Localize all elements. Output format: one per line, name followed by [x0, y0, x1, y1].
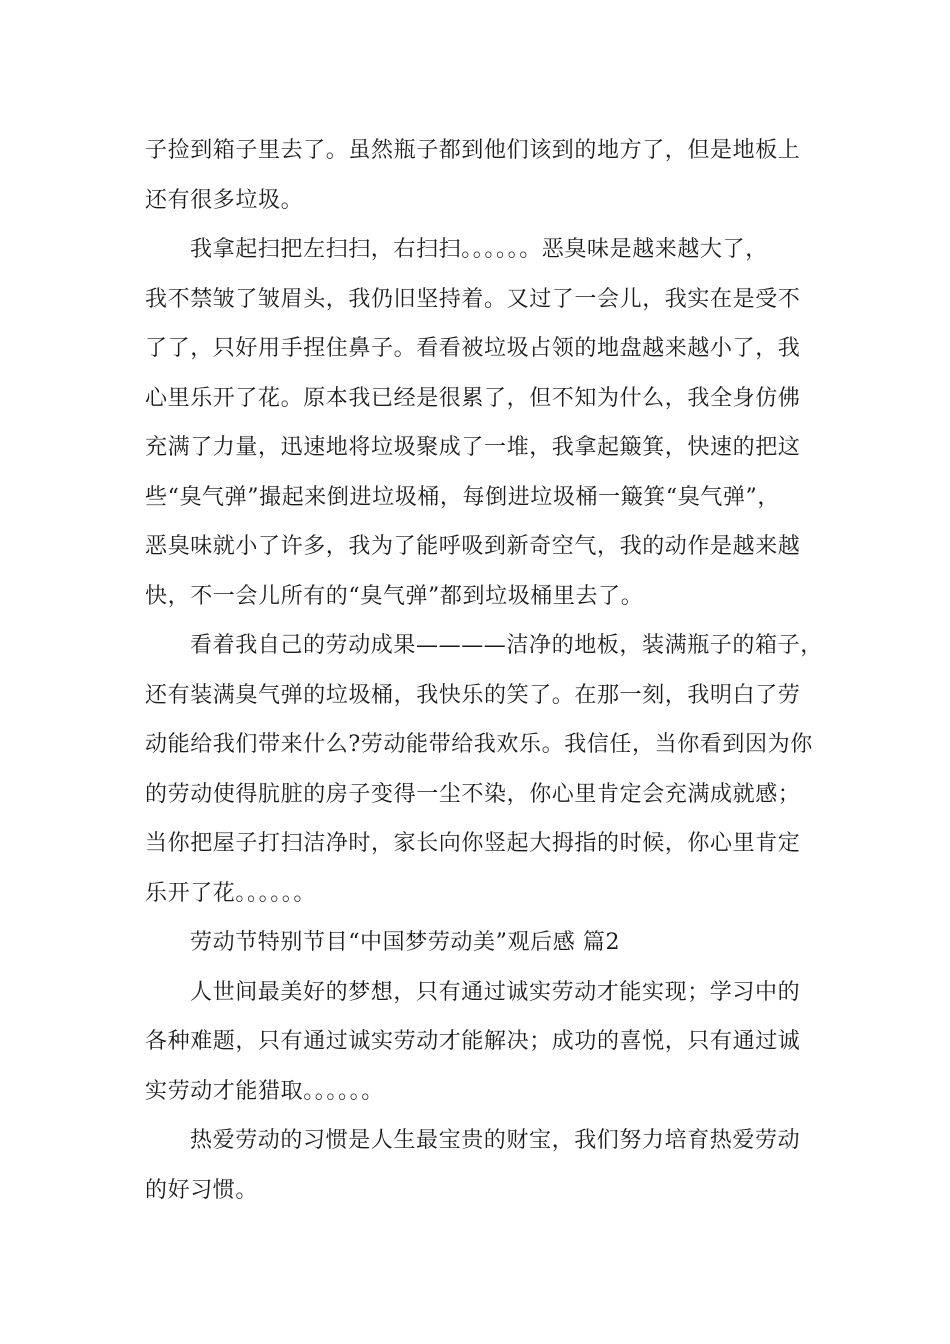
paragraph-start-line: 我拿起扫把左扫扫，右扫扫。。。。。。恶臭味是越来越大了，	[190, 237, 768, 262]
section-heading: 劳动节特别节目“中国梦劳动美”观后感 篇2	[190, 930, 621, 955]
text-line: 我不禁皱了皱眉头，我仍旧坚持着。又过了一会儿，我实在是受不	[145, 286, 801, 312]
text-line: 心里乐开了花。原本我已经是很累了，但不知为什么，我全身仿佛	[145, 385, 801, 411]
text-line: 各种难题，只有通过诚实劳动才能解决；成功的喜悦，只有通过诚	[145, 1029, 801, 1054]
paragraph-start-line: 看着我自己的劳动成果————洁净的地板，装满瓶子的箱子，	[190, 633, 823, 658]
text-line: 还有很多垃圾。	[145, 187, 304, 213]
text-line: 恶臭味就小了许多，我为了能呼吸到新奇空气，我的动作是越来越	[145, 534, 801, 559]
text-line: 了了，只好用手捏住鼻子。看看被垃圾占领的地盘越来越小了，我	[145, 336, 801, 361]
text-line: 还有装满臭气弹的垃圾桶，我快乐的笑了。在那一刻，我明白了劳	[145, 682, 801, 708]
paragraph-start-line: 人世间最美好的梦想，只有通过诚实劳动才能实现；学习中的	[190, 979, 801, 1005]
text-line: 实劳动才能猎取。。。。。。	[145, 1078, 384, 1104]
text-line: 充满了力量，迅速地将垃圾聚成了一堆，我拿起簸箕，快速的把这	[145, 435, 801, 460]
text-line: 子捡到箱子里去了。虽然瓶子都到他们该到的地方了，但是地板上	[145, 138, 801, 163]
text-line: 动能给我们带来什么?劳动能带给我欢乐。我信任，当你看到因为你	[145, 732, 813, 757]
text-line: 当你把屋子打扫洁净时，家长向你竖起大拇指的时候，你心里肯定	[145, 831, 801, 856]
text-line: 些“臭气弹”撮起来倒进垃圾桶，每倒进垃圾桶一簸箕“臭气弹”，	[145, 484, 780, 510]
paragraph-start-line: 热爱劳动的习惯是人生最宝贵的财宝，我们努力培育热爱劳动	[190, 1128, 801, 1153]
text-line: 的好习惯。	[145, 1177, 259, 1203]
document-body	[145, 126, 823, 1215]
text-line: 的劳动使得肮脏的房子变得一尘不染，你心里肯定会充满成就感；	[145, 781, 801, 807]
text-line: 快，不一会儿所有的“臭气弹”都到垃圾桶里去了。	[145, 583, 644, 609]
text-line: 乐开了花。。。。。。	[145, 880, 317, 906]
